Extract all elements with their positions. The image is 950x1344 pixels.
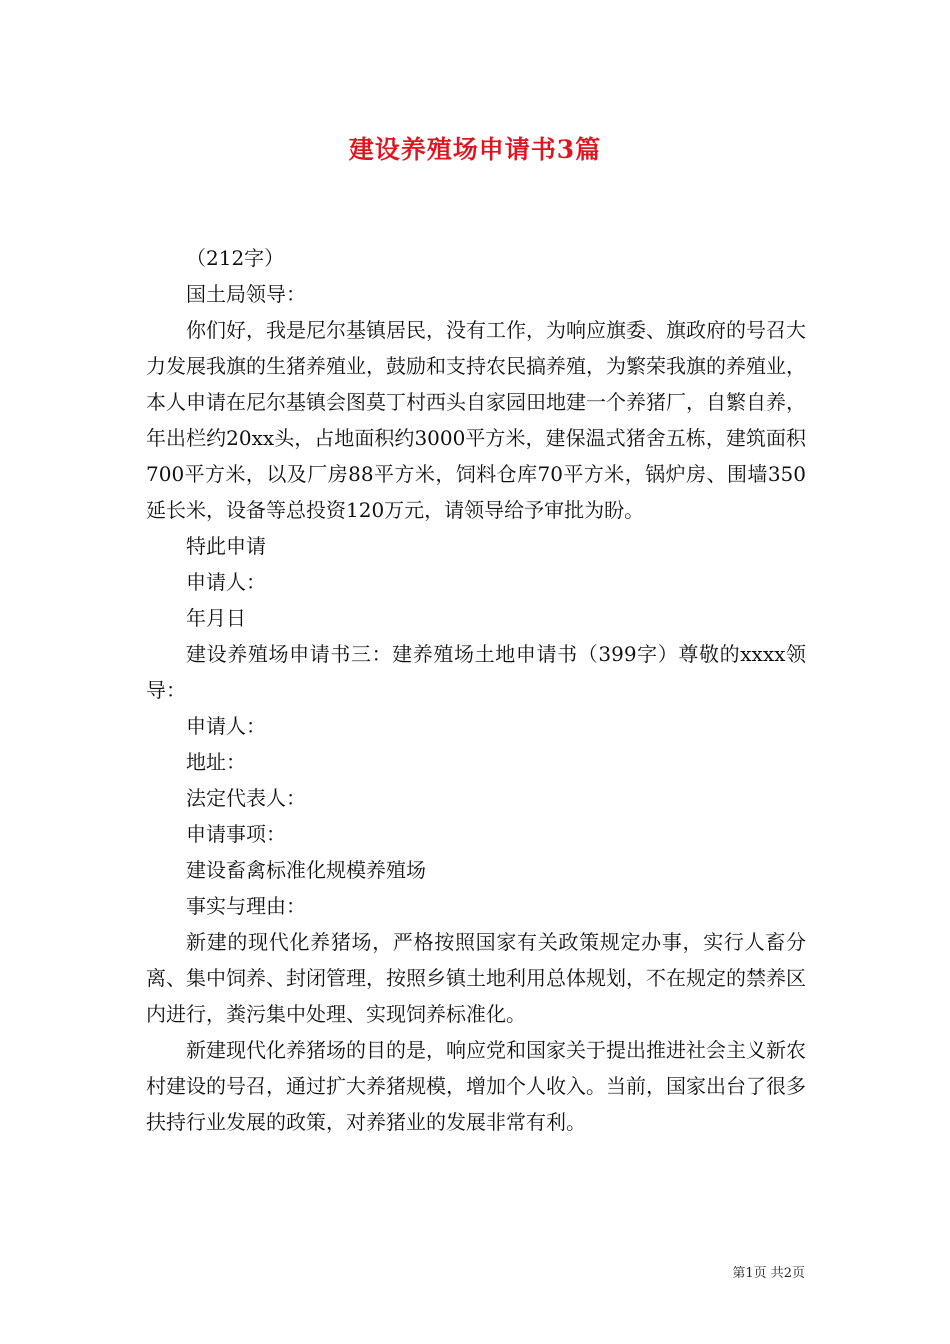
document-body bbox=[146, 240, 806, 1140]
page-number: 第1页 共2页 bbox=[732, 1266, 805, 1281]
legal-representative-field: 法定代表人： bbox=[186, 786, 306, 810]
section-heading: 建设养殖场申请书三：建养殖场土地申请书（399字）尊敬的xxxx领导： bbox=[146, 642, 806, 702]
body-paragraph: 新建现代化养猪场的目的是，响应党和国家关于提出推进社会主义新农村建设的号召，通过扩大养猪规模，增加个人收入。当前，国家出台了很多扶持行业发展的政策，对养猪业的发展非常有利。 bbox=[146, 1038, 806, 1134]
body-paragraph: 你们好，我是尼尔基镇居民，没有工作，为响应旗委、旗政府的号召大力发展我旗的生猪养殖业，鼓励和支持农民搞养殖，为繁荣我旗的养殖业，本人申请在尼尔基镇会图莫丁村西头自家园田地建一个养猪厂，自繁自养，年出栏约20xx头，占地面积约3000平方米，建保温式猪舍五栋，建筑面积700平方米，以及厂房88平方米，饲料仓库70平方米，锅炉房、围墙350延长米，设备等总投资120万元，请领导给予审批为盼。 bbox=[146, 318, 806, 522]
applicant-line: 申请人： bbox=[186, 570, 266, 594]
date-line: 年月日 bbox=[186, 606, 246, 630]
applicant-field: 申请人： bbox=[186, 714, 266, 738]
application-matter-value: 建设畜禽标准化规模养殖场 bbox=[186, 858, 426, 882]
address-field: 地址： bbox=[186, 750, 246, 774]
application-matter-label: 申请事项： bbox=[186, 822, 286, 846]
body-paragraph: 新建的现代化养猪场，严格按照国家有关政策规定办事，实行人畜分离、集中饲养、封闭管理，按照乡镇土地利用总体规划，不在规定的禁养区内进行，粪污集中处理、实现饲养标准化。 bbox=[146, 930, 806, 1026]
document-title: 建设养殖场申请书3篇 bbox=[348, 135, 602, 164]
word-count-note: （212字） bbox=[186, 246, 285, 270]
closing-phrase: 特此申请 bbox=[186, 534, 266, 558]
facts-reasons-label: 事实与理由： bbox=[186, 894, 306, 918]
salutation: 国土局领导： bbox=[186, 282, 306, 306]
